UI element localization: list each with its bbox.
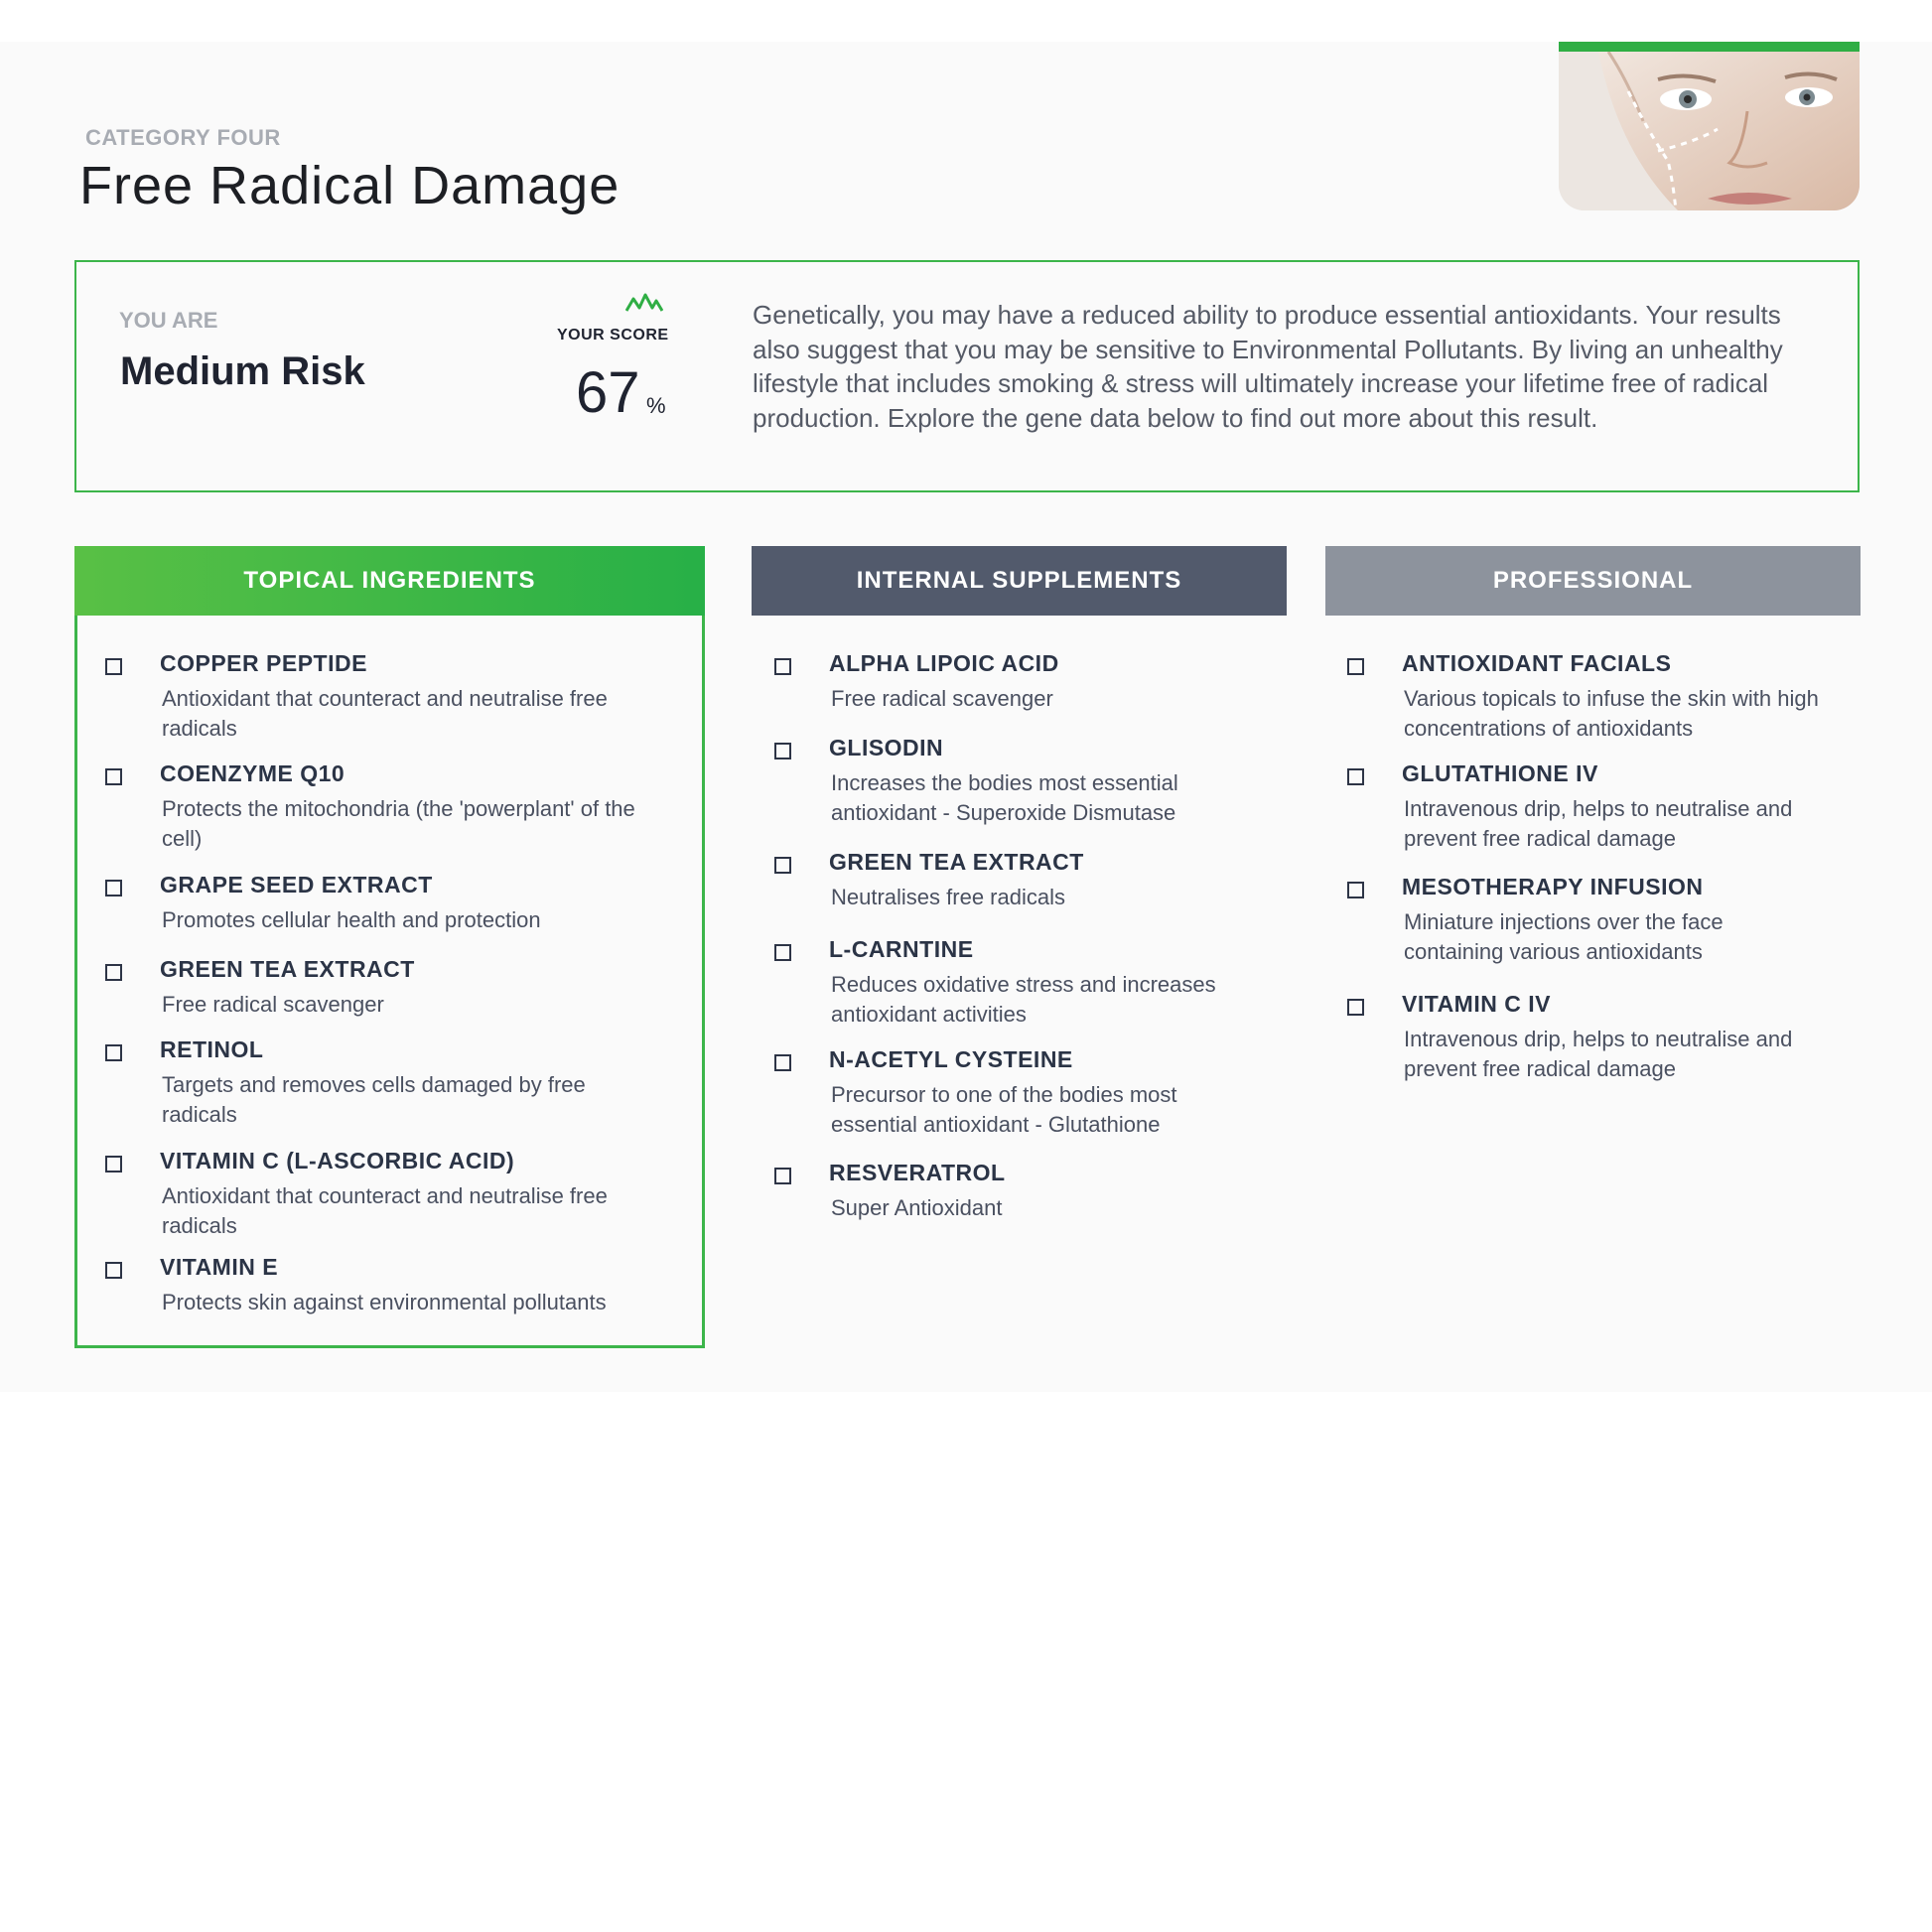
checkbox-icon[interactable] [1347,768,1364,785]
item-name: N-ACETYL CYSTEINE [829,1046,1073,1072]
hero-accent-bar [1559,42,1860,52]
item-description: Protects skin against environmental pollutants [162,1290,607,1314]
checkbox-icon[interactable] [105,1156,122,1173]
item-name: VITAMIN C IV [1402,991,1551,1017]
checkbox-icon[interactable] [774,658,791,675]
risk-level: Medium Risk [120,349,365,393]
item-name: GRAPE SEED EXTRACT [160,872,433,897]
item-name: RETINOL [160,1036,264,1062]
item-description: Protects the mitochondria (the 'powerplant' of the cell) [162,796,635,851]
item-description: Neutralises free radicals [831,885,1065,909]
item-description: Free radical scavenger [831,686,1053,711]
checkbox-icon[interactable] [105,1044,122,1061]
item-description: Targets and removes cells damaged by free radicals [162,1072,586,1127]
checkbox-icon[interactable] [774,1168,791,1184]
checkbox-icon[interactable] [105,768,122,785]
item-description: Free radical scavenger [162,992,384,1017]
item-name: VITAMIN E [160,1254,279,1280]
item-description: Increases the bodies most essential antioxidant - Superoxide Dismutase [831,770,1178,825]
item-description: Intravenous drip, helps to neutralise and prevent free radical damage [1404,1027,1793,1081]
checkbox-icon[interactable] [105,880,122,897]
item-description: Antioxidant that counteract and neutralise free radicals [162,1183,608,1238]
item-description: Precursor to one of the bodies most essential antioxidant - Glutathione [831,1082,1177,1137]
pulse-icon [625,292,663,314]
item-description: Antioxidant that counteract and neutralise free radicals [162,686,608,741]
item-name: ANTIOXIDANT FACIALS [1402,650,1672,676]
item-description: Intravenous drip, helps to neutralise and prevent free radical damage [1404,796,1793,851]
item-description: Super Antioxidant [831,1195,1003,1220]
item-name: RESVERATROL [829,1160,1006,1185]
checkbox-icon[interactable] [105,964,122,981]
result-description: Genetically, you may have a reduced ability to produce essential antioxidants. Your results also suggest that you may be sensitive to Environmental Pollutants. By living an unhealthy lifestyle that includes smoking & stress will ultimately increase your lifetime free of radical production. Explore the gene data below to find out more about this result. [753,300,1783,433]
item-name: GREEN TEA EXTRACT [829,849,1084,875]
item-name: ALPHA LIPOIC ACID [829,650,1059,676]
professional-header: PROFESSIONAL [1325,546,1861,616]
item-description: Miniature injections over the face containing various antioxidants [1404,909,1724,964]
item-name: MESOTHERAPY INFUSION [1402,874,1704,899]
score-value: 67 [576,360,640,425]
checkbox-icon[interactable] [1347,882,1364,898]
item-name: VITAMIN C (L-ASCORBIC ACID) [160,1148,515,1173]
checkbox-icon[interactable] [105,658,122,675]
checkbox-icon[interactable] [1347,999,1364,1016]
checkbox-icon[interactable] [1347,658,1364,675]
item-name: COPPER PEPTIDE [160,650,367,676]
topical-header: TOPICAL INGREDIENTS [74,546,705,616]
score-unit: % [646,393,666,418]
item-description: Various topicals to infuse the skin with high concentrations of antioxidants [1404,686,1819,741]
internal-header: INTERNAL SUPPLEMENTS [752,546,1287,616]
checkbox-icon[interactable] [774,944,791,961]
professional-column [1325,546,1861,616]
item-name: L-CARNTINE [829,936,974,962]
category-label: CATEGORY FOUR [85,125,281,150]
item-name: COENZYME Q10 [160,760,345,786]
item-name: GREEN TEA EXTRACT [160,956,415,982]
checkbox-icon[interactable] [774,1054,791,1071]
checkbox-icon[interactable] [774,743,791,759]
item-description: Reduces oxidative stress and increases antioxidant activities [831,972,1216,1027]
face-illustration [1559,42,1860,210]
item-description: Promotes cellular health and protection [162,907,541,932]
item-name: GLISODIN [829,735,944,760]
checkbox-icon[interactable] [105,1262,122,1279]
checkbox-icon[interactable] [774,857,791,874]
internal-supplements-column [752,546,1287,616]
score-label: YOUR SCORE [557,327,669,344]
you-are-label: YOU ARE [119,308,218,333]
face-photo [1559,42,1860,210]
item-name: GLUTATHIONE IV [1402,760,1598,786]
page-title: Free Radical Damage [79,156,621,215]
